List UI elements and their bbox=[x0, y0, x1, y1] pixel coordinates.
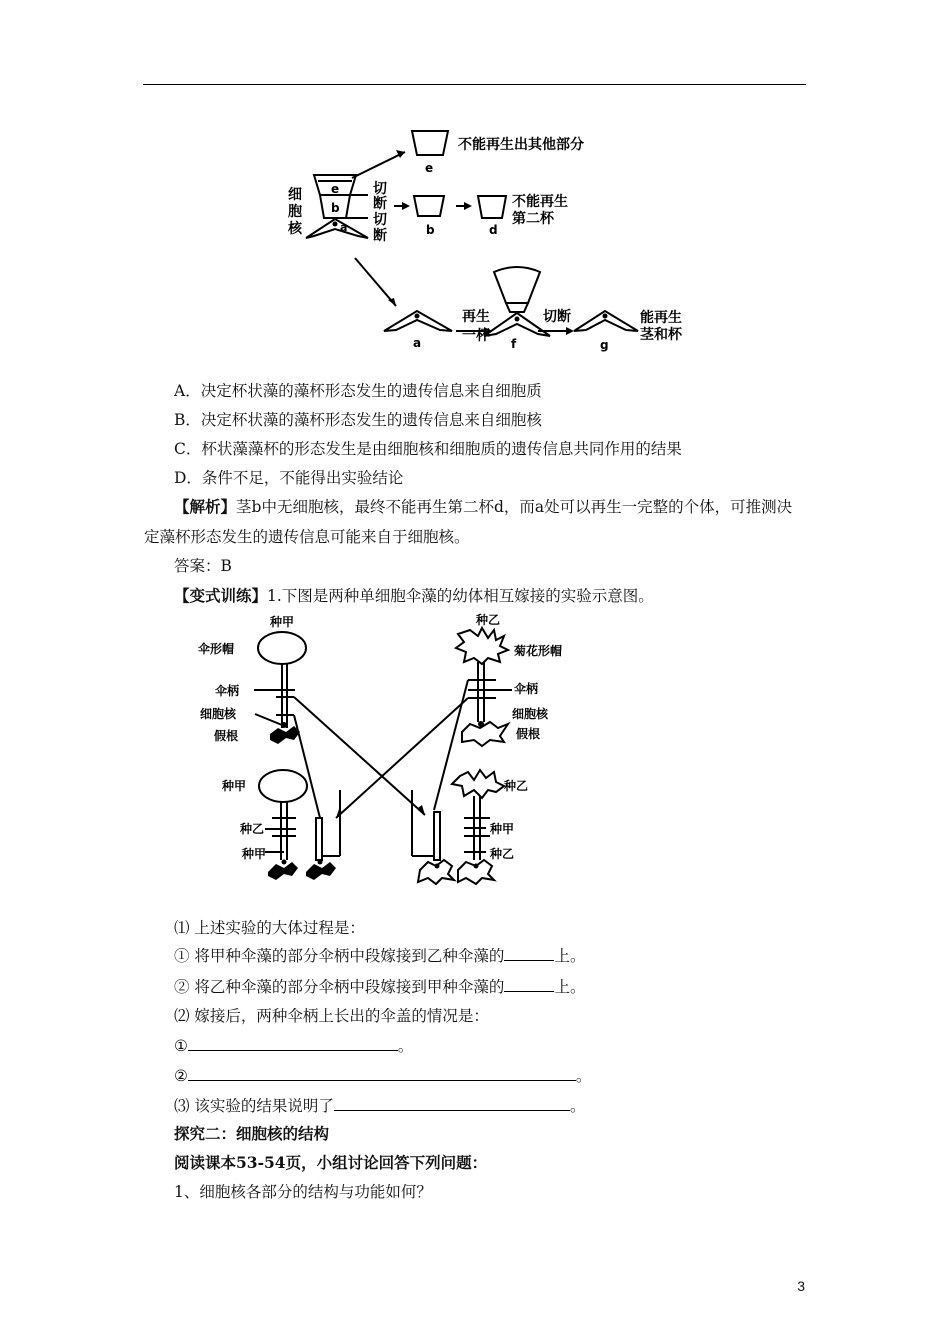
analysis-tag: 【解析】 bbox=[174, 497, 237, 516]
fig2-species-b-top: 种乙 bbox=[476, 613, 501, 627]
fig2-species-a-top: 种甲 bbox=[270, 615, 295, 629]
label-cut2-1: 切 bbox=[373, 212, 387, 228]
label-regen-1: 再生 bbox=[462, 309, 490, 325]
option-d: D．条件不足，不能得出实验结论 bbox=[174, 469, 404, 487]
section-question: 1、细胞核各部分的结构与功能如何？ bbox=[174, 1183, 432, 1201]
letter-e2: e bbox=[425, 161, 434, 175]
letter-g: g bbox=[600, 338, 609, 352]
fig2-br-species-b: 种乙 bbox=[504, 779, 529, 793]
question-1b bbox=[174, 976, 585, 997]
option-b: B．决定杯状藻的藻杯形态发生的遗传信息来自细胞核 bbox=[174, 411, 542, 429]
q1a-blank[interactable] bbox=[504, 945, 554, 961]
label-g-result-2: 茎和杯 bbox=[640, 327, 682, 343]
letter-a2: a bbox=[413, 336, 422, 350]
fig2-nucleus-a: 细胞核 bbox=[200, 707, 237, 721]
q2a-blank[interactable] bbox=[188, 1035, 398, 1051]
label-e-result: 不能再生出其他部分 bbox=[458, 137, 584, 153]
label-nucleus-2: 胞 bbox=[288, 204, 302, 220]
fig2-umbrella-cap: 伞形帽 bbox=[198, 642, 235, 656]
label-nucleus-3: 核 bbox=[288, 221, 302, 237]
fig2-rhizoid-a: 假根 bbox=[214, 729, 239, 743]
label-d-result-1: 不能再生 bbox=[512, 194, 568, 210]
label-d-result-2: 第二杯 bbox=[512, 211, 554, 227]
question-2a bbox=[174, 1035, 413, 1056]
option-a: A．决定杯状藻的藻杯形态发生的遗传信息来自细胞质 bbox=[174, 382, 542, 400]
fig2-stalk-a: 伞柄 bbox=[215, 684, 240, 698]
label-regen-2: 一杯 bbox=[462, 328, 490, 344]
header-rule bbox=[143, 84, 806, 85]
letter-f: f bbox=[511, 337, 517, 351]
variant-text: 1.下图是两种单细胞伞藻的幼体相互嫁接的实验示意图。 bbox=[267, 587, 654, 605]
section-instruction: 阅读课本53-54页，小组讨论回答下列问题： bbox=[174, 1153, 488, 1172]
q1b-post: 上。 bbox=[554, 978, 586, 996]
q2b-marker: ② bbox=[174, 1067, 188, 1085]
answer: 答案：B bbox=[174, 557, 232, 575]
fig2-stalk-b: 伞柄 bbox=[514, 682, 539, 696]
page-number: 3 bbox=[797, 1278, 805, 1294]
fig2-br-species-a: 种甲 bbox=[490, 822, 515, 836]
label-cut1-2: 断 bbox=[373, 196, 387, 212]
q2a-end: 。 bbox=[397, 1037, 414, 1055]
question-1a bbox=[174, 945, 585, 966]
fig2-bl-species-a: 种甲 bbox=[222, 779, 247, 793]
letter-d: d bbox=[489, 223, 498, 237]
letter-a: a bbox=[340, 221, 348, 234]
q1b-blank[interactable] bbox=[504, 976, 554, 992]
label-cut3: 切断 bbox=[543, 309, 571, 325]
fig2-bl-species-a2: 种甲 bbox=[242, 847, 267, 861]
fig2-br-species-b2: 种乙 bbox=[490, 847, 515, 861]
q3-blank[interactable] bbox=[334, 1095, 570, 1111]
q1a-post: 上。 bbox=[554, 947, 586, 965]
question-3 bbox=[174, 1095, 585, 1116]
analysis-paragraph bbox=[144, 492, 804, 552]
q1a-text: ① 将甲种伞藻的部分伞柄中段嫁接到乙种伞藻的 bbox=[174, 947, 505, 965]
section-title: 探究二：细胞核的结构 bbox=[174, 1124, 330, 1143]
label-g-result-1: 能再生 bbox=[640, 310, 682, 326]
analysis-text: 茎b中无细胞核，最终不能再生第二杯d，而a处可以再生一完整的个体，可推测决定藻杯形态发生的遗传信息可能来自于细胞核。 bbox=[144, 498, 793, 546]
letter-e: e bbox=[331, 182, 340, 196]
q2b-blank[interactable] bbox=[188, 1065, 576, 1081]
fig2-rhizoid-b: 假根 bbox=[516, 727, 541, 741]
question-2b bbox=[174, 1065, 591, 1086]
letter-b2: b bbox=[426, 223, 435, 237]
letter-b: b bbox=[331, 201, 340, 215]
fig2-nucleus-b: 细胞核 bbox=[512, 707, 549, 721]
fig2-chrys-cap: 菊花形帽 bbox=[514, 644, 563, 658]
q2b-end: 。 bbox=[575, 1067, 592, 1085]
label-nucleus-1: 细 bbox=[288, 187, 302, 203]
question-2: ⑵ 嫁接后，两种伞柄上长出的伞盖的情况是： bbox=[174, 1007, 489, 1025]
q3-end: 。 bbox=[569, 1097, 586, 1115]
fig2-bl-species-b: 种乙 bbox=[240, 822, 265, 836]
question-1: ⑴ 上述实验的大体过程是： bbox=[174, 919, 365, 937]
label-cut1-1: 切 bbox=[373, 181, 387, 197]
q3-text: ⑶ 该实验的结果说明了 bbox=[174, 1097, 334, 1115]
q2a-marker: ① bbox=[174, 1037, 188, 1055]
variant-line bbox=[174, 586, 654, 606]
figure-acetabularia-grafting bbox=[0, 610, 950, 890]
variant-tag: 【变式训练】 bbox=[174, 586, 268, 605]
label-cut2-2: 断 bbox=[373, 228, 387, 244]
q1b-text: ② 将乙种伞藻的部分伞柄中段嫁接到甲种伞藻的 bbox=[174, 978, 505, 996]
option-c: C．杯状藻藻杯的形态发生是由细胞核和细胞质的遗传信息共同作用的结果 bbox=[174, 440, 682, 458]
